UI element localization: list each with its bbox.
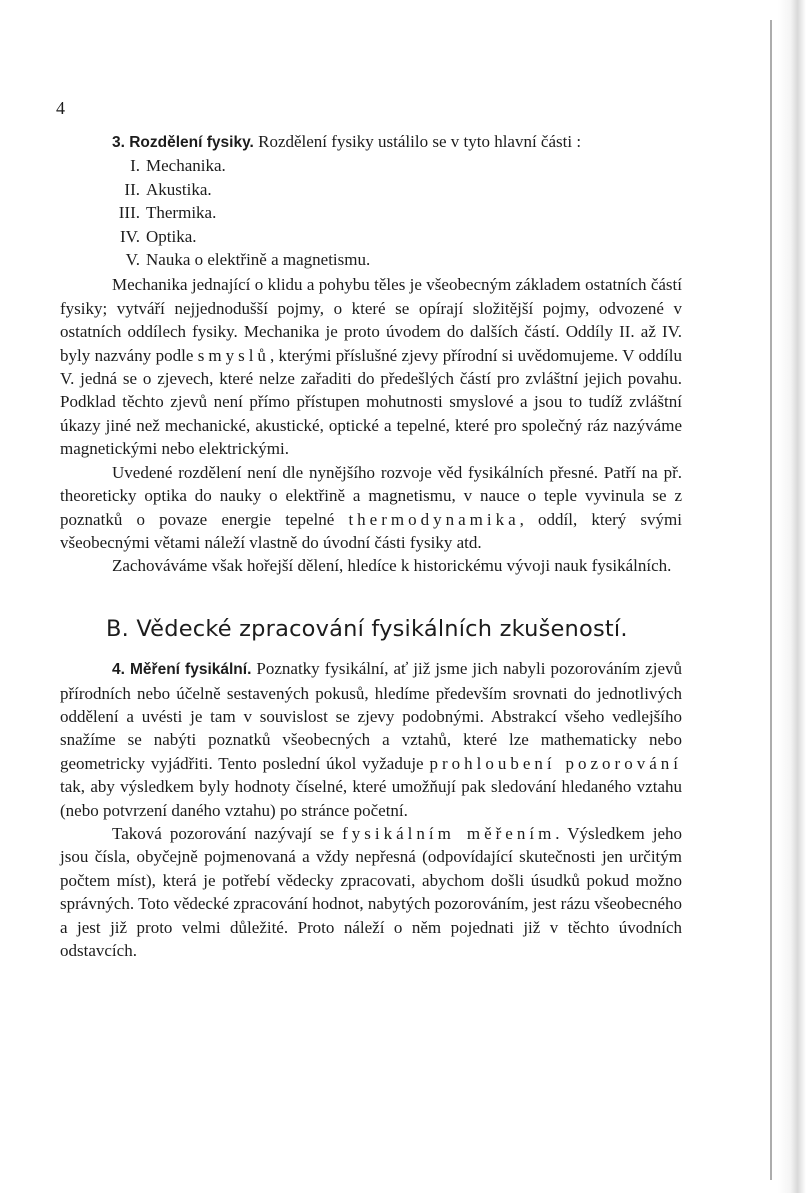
section-3-heading: 3. Rozdělení fysiky. <box>112 134 254 151</box>
emphasis-smyslu: smyslů <box>197 345 270 365</box>
list-item: IV. Optika. <box>120 226 197 246</box>
list-item: I. Mechanika. <box>130 156 226 176</box>
emphasis-thermodynamika: thermodynamika <box>348 509 520 529</box>
page-edge-shadow <box>778 0 806 1193</box>
list-item: II. Akustika. <box>124 179 212 199</box>
list-item: III. Thermika. <box>118 203 217 223</box>
section-3-intro-text: Rozdělení fysiky ustálilo se v tyto hlavní části : <box>253 132 582 151</box>
section-3-paragraph-2: Uvedené rozdělení není dle nynějšího rozvoje věd fysikálních přesné. Patří na př. theoreticky optika do nauky o elektřině a magnetismu, v nauce o teple vyvinula se z poznatků o povaze energie tepelné thermodynamika, oddíl, který svými všeobecnými větami náleží vlastně do úvodní části fysiky atd. <box>60 462 682 552</box>
section-3-paragraph-1: Mechanika jednající o klidu a pohybu těles je všeobecným základem ostatních částí fysiky; vytváří nejjednodušší pojmy, o které se opírají složitější pojmy, odvozené v ostatních oddílech fysiky. Mechanika je proto úvodem do dalších částí. Oddíly II. až IV. byly nazvány podle smyslů, kterými příslušné zjevy přírodní si uvědomujeme. V oddílu V. jedná se o zjevech, které nelze zařaditi do předešlých částí pro zvláštní jejich povahu. Podklad těchto zjevů není přímo přístupen mohutnosti smyslové a jsou to tudíž zvláštní úkazy jiné než mechanické, akustické, optické a tepelné, které pro společný ráz nazýváme magnetickými nebo elektrickými. <box>60 275 682 459</box>
list-item: V. Nauka o elektřině a magnetismu. <box>125 250 371 270</box>
section-3-paragraph-3: Zachováváme však hořejší dělení, hledíce k historickému vývoji nauk fysikálních. <box>112 556 672 576</box>
section-4-paragraph-1: 4. Měření fysikální. Poznatky fysikální, ať již jsme jich nabyli pozorováním zjevů přírodních nebo účelně sestavených pokusů, hledíme především srovnati do jednotlivých oddělení a uvésti je tam v souvislost se zjevy podobnými. Abstrakcí všeho vedlejšího snažíme se nabýti poznatků všeobecných a vztahů, které lze mathematicky nebo geometricky vyjádřiti. Tento poslední úkol vyžaduje prohloubení pozorování tak, aby výsledkem byly hodnoty číselné, které umožňují pak sledování hledaného vztahu (nebo potvrzení daného vztahu) po stránce početní. <box>60 659 682 820</box>
page-body <box>60 130 682 962</box>
section-3-intro <box>60 130 682 154</box>
emphasis-prohloubeni: prohloubení pozorování <box>429 753 682 773</box>
page-edge-line <box>770 20 772 1180</box>
section-4-heading: 4. Měření fysikální. <box>112 661 252 679</box>
page-number: 4 <box>56 98 65 118</box>
physics-parts-list <box>60 154 682 271</box>
section-b-title: B. Vědecké zpracování fysikálních zkušeností. <box>106 615 628 642</box>
section-4-paragraph-2: Taková pozorování nazývají se fysikálním měřením. Výsledkem jeho jsou čísla, obyčejně pojmenovaná a vždy nepřesná (odpovídající skutečnosti jen určitým počtem míst), která je potřebí vědecky zpracovati, abychom došli úsudků pokud možno správných. Toto vědecké zpracování hodnot, nabytých pozorováním, jest rázu všeobecného a jest již proto velmi důležité. Proto náleží o něm pojednati již v těchto úvodních odstavcích. <box>60 823 682 960</box>
emphasis-fysikalni-mereni: fysikálním měřením <box>342 823 556 843</box>
